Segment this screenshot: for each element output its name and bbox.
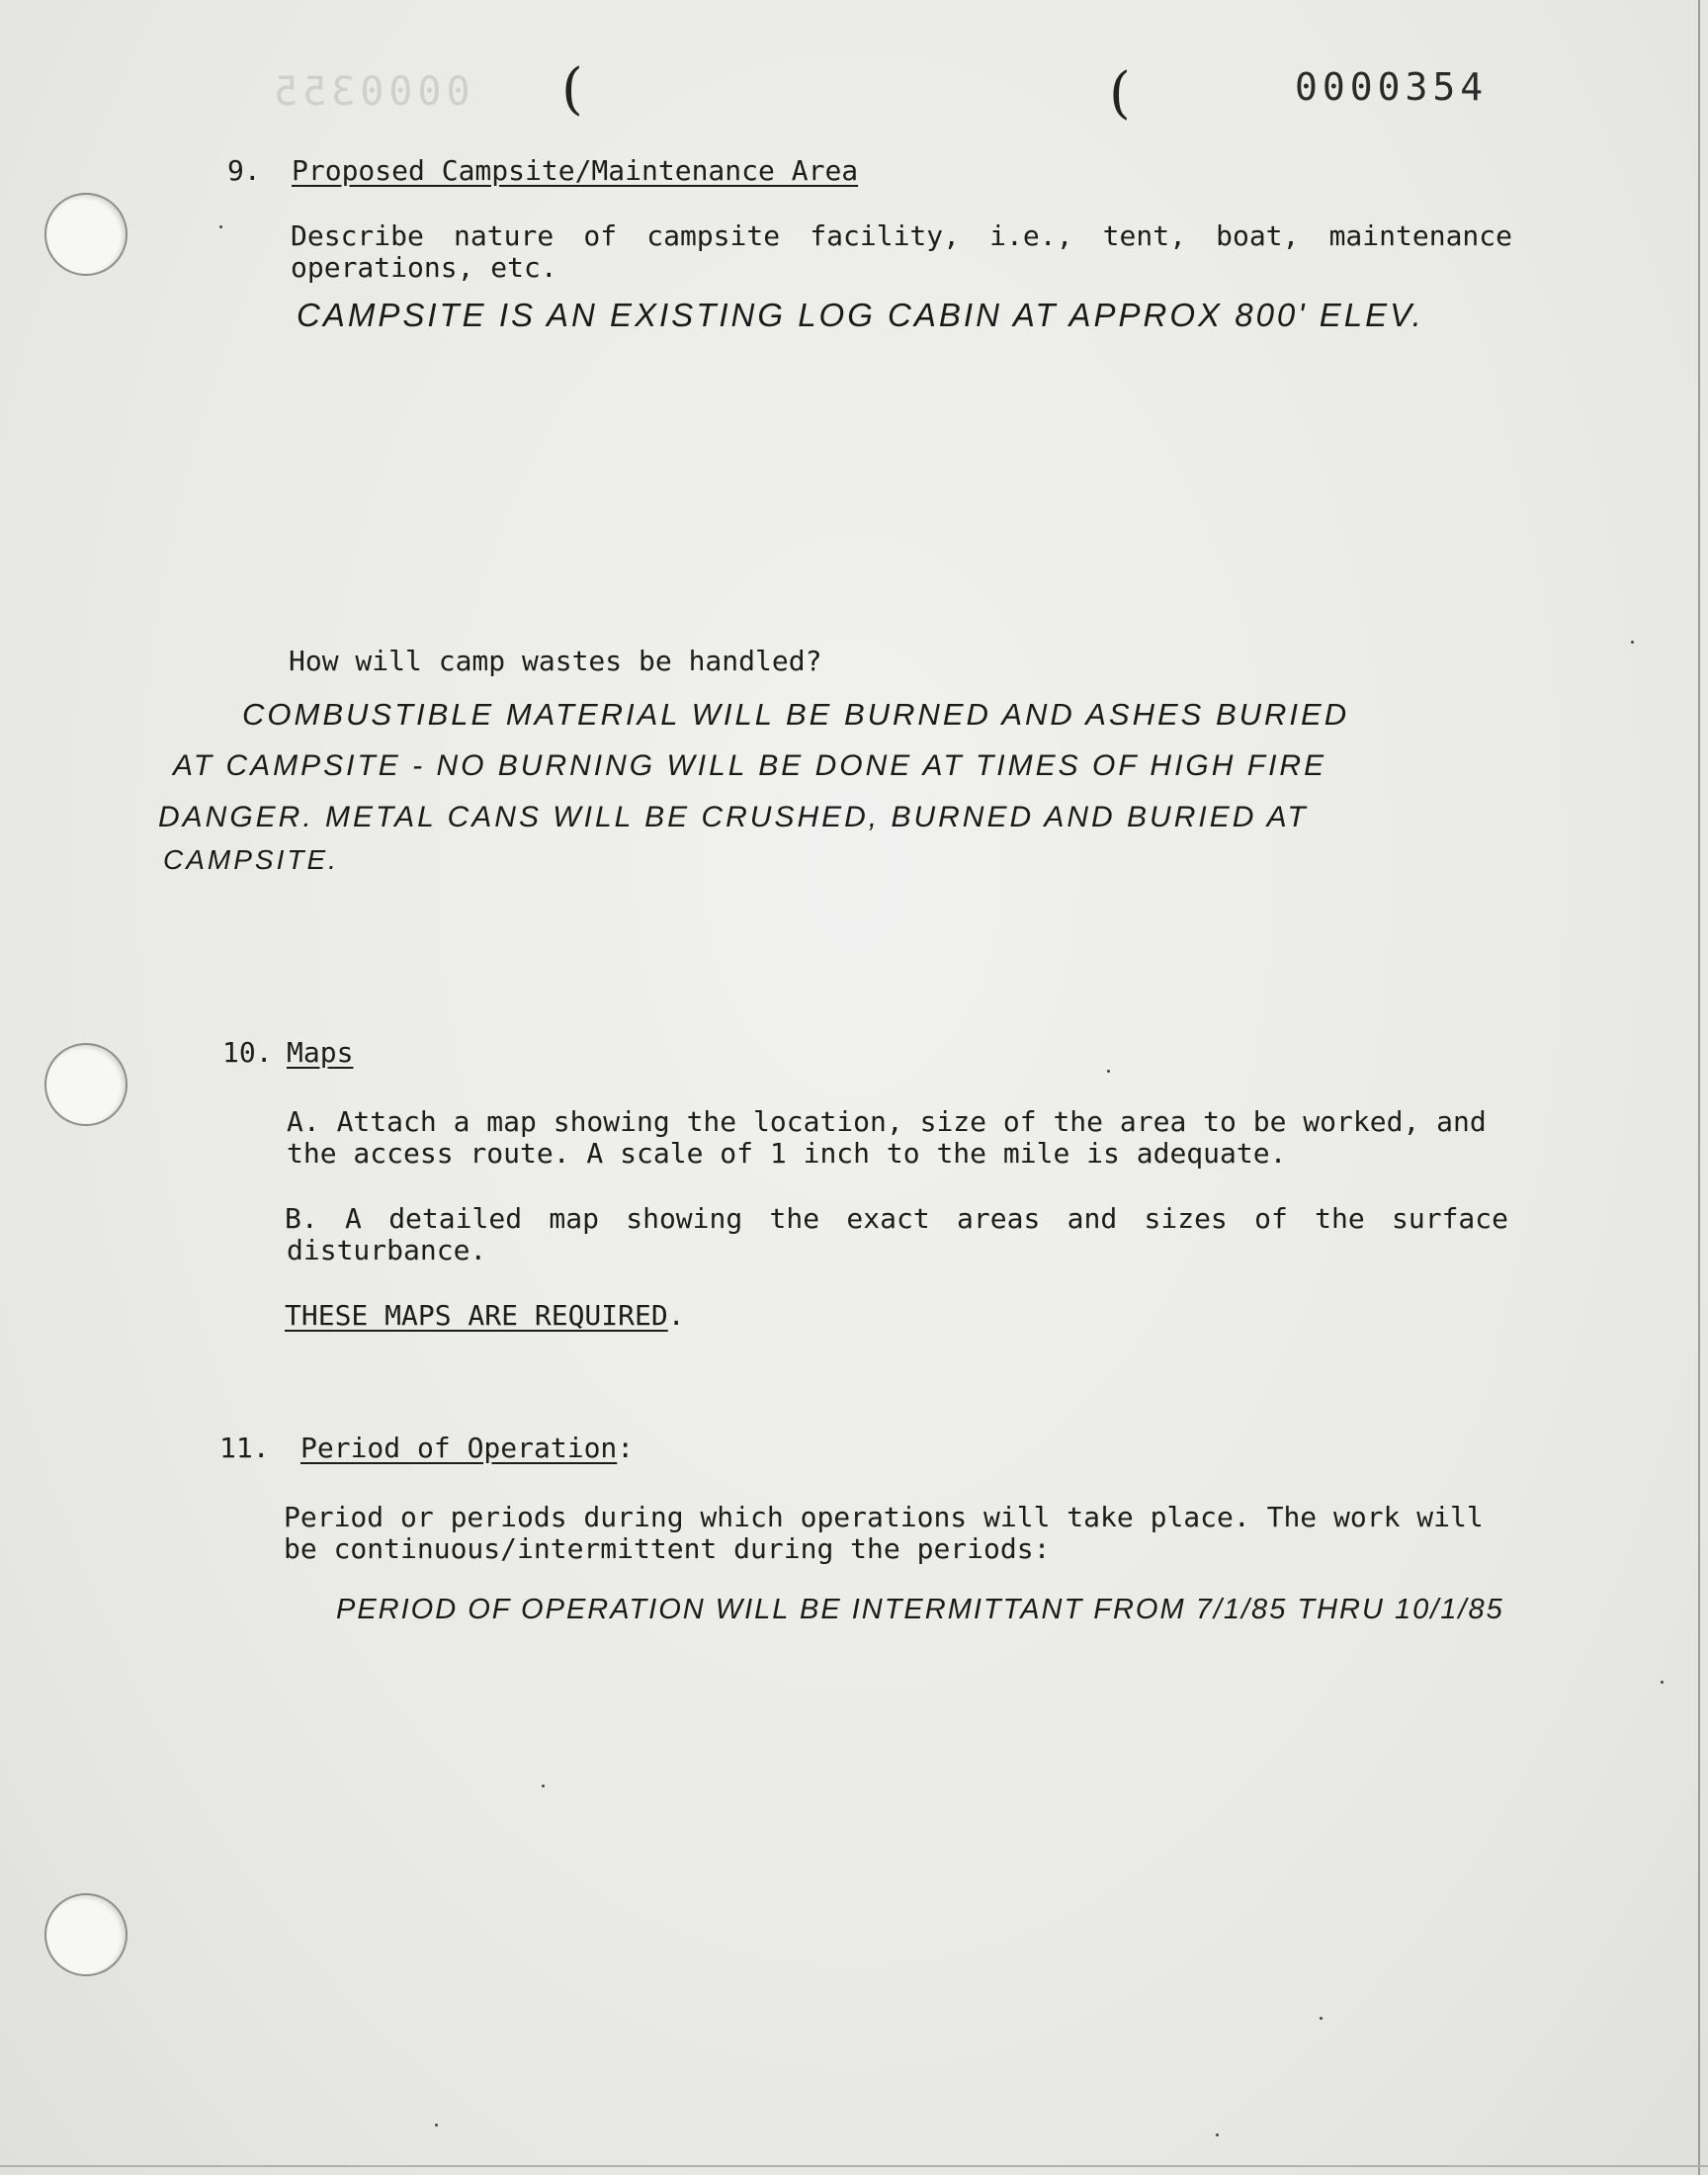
period-text-line1: Period or periods during which operations will take place. The work will — [284, 1501, 1484, 1533]
doc-number-bleedthrough: 0000355 — [269, 69, 470, 115]
scan-speck — [435, 2124, 438, 2127]
scan-mark-right: ( — [1109, 61, 1131, 126]
period-text-line2: be continuous/intermittent during the periods: — [284, 1532, 1051, 1565]
punch-hole-middle — [44, 1043, 128, 1126]
maps-item-a-line2: the access route. A scale of 1 inch to the mile is adequate. — [287, 1137, 1287, 1170]
section-9-describe-line2: operations, etc. — [291, 251, 557, 284]
wastes-answer-line2: AT CAMPSITE - NO BURNING WILL BE DONE AT TIMES OF HIGH FIRE — [173, 749, 1327, 782]
maps-required-text: THESE MAPS ARE REQUIRED — [285, 1299, 668, 1332]
section-10-number: 10. — [222, 1036, 273, 1069]
maps-item-a-line1: A. Attach a map showing the location, size of the area to be worked, and — [287, 1105, 1487, 1138]
period-handwritten-answer: PERIOD OF OPERATION WILL BE INTERMITTANT FROM 7/1/85 THRU 10/1/85 — [336, 1594, 1504, 1625]
section-11-colon: : — [617, 1432, 635, 1464]
punch-hole-top — [44, 193, 128, 276]
section-11-heading — [300, 1432, 634, 1464]
section-9-number: 9. — [227, 154, 261, 187]
section-9-describe-line1: Describe nature of campsite facility, i.e., tent, boat, maintenance — [291, 219, 1512, 252]
wastes-answer-line1: COMBUSTIBLE MATERIAL WILL BE BURNED AND ASHES BURIED — [242, 697, 1350, 732]
page-edge-right — [1698, 0, 1700, 2175]
section-11-number: 11. — [219, 1432, 270, 1464]
maps-required-note — [285, 1299, 685, 1332]
section-9-title: Proposed Campsite/Maintenance Area — [292, 154, 859, 187]
scan-speck — [542, 1784, 545, 1787]
wastes-answer-line3: DANGER. METAL CANS WILL BE CRUSHED, BURNED AND BURIED AT — [158, 801, 1309, 833]
scan-speck — [219, 225, 222, 228]
camp-wastes-question: How will camp wastes be handled? — [289, 645, 822, 677]
doc-number: 0000354 — [1295, 65, 1489, 109]
scan-speck — [1216, 2133, 1219, 2136]
maps-required-period: . — [667, 1299, 685, 1332]
scan-speck — [1320, 2017, 1323, 2020]
wastes-answer-line4: CAMPSITE. — [163, 844, 339, 875]
section-11-title: Period of Operation — [300, 1432, 618, 1464]
scan-speck — [1107, 1070, 1110, 1073]
punch-hole-bottom — [44, 1893, 128, 1976]
section-10-title: Maps — [287, 1036, 354, 1069]
scan-speck — [1661, 1681, 1664, 1684]
maps-item-b-line1: B. A detailed map showing the exact areas and sizes of the surface — [285, 1202, 1508, 1235]
page-edge-bottom — [0, 2165, 1708, 2167]
maps-item-b-line2: disturbance. — [287, 1234, 487, 1266]
scan-mark-left: ( — [561, 57, 583, 122]
scan-speck — [1631, 641, 1634, 644]
campsite-handwritten-answer: CAMPSITE IS AN EXISTING LOG CABIN AT APPROX 800' ELEV. — [297, 297, 1424, 333]
